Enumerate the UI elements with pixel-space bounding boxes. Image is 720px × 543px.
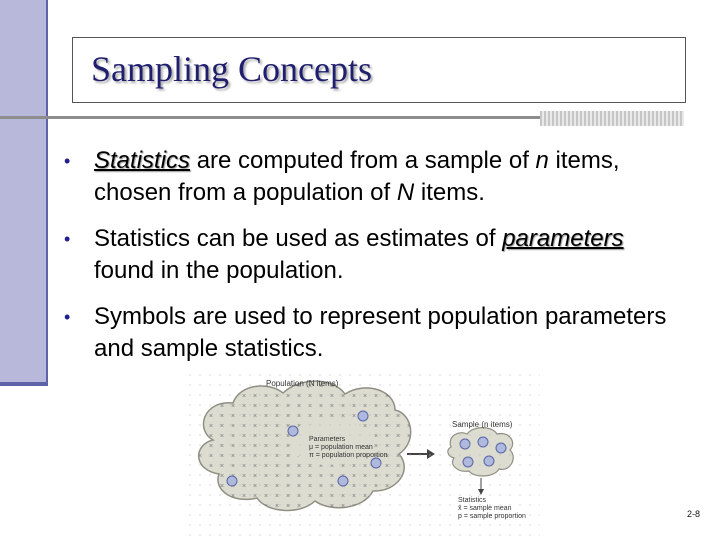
- bullet-item: [64, 223, 684, 287]
- bullet-term: Statistics: [94, 147, 191, 174]
- parameter-mean: μ = population mean: [309, 444, 373, 451]
- statistic-mean: x̄ = sample mean: [458, 505, 512, 512]
- parameters-label: Parameters: [309, 436, 346, 443]
- title-box: [72, 37, 686, 103]
- bullet-item: [64, 301, 684, 365]
- bullet-text: found in the population.: [94, 257, 344, 284]
- left-accent-bar: [0, 0, 48, 382]
- statistic-proportion: p = sample proportion: [458, 513, 526, 520]
- bullet-text: Statistics can be used as estimates of: [94, 225, 503, 252]
- statistics-caption: [458, 497, 526, 521]
- bullet-text: items, chosen from a population of: [94, 147, 620, 206]
- parameters-caption: [309, 436, 388, 460]
- rule-accent-block: [540, 111, 684, 126]
- statistics-label: Statistics: [458, 497, 487, 504]
- page-number: 2-8: [687, 509, 701, 519]
- bullet-icon: •: [64, 151, 71, 171]
- bullet-text: items.: [414, 179, 485, 206]
- bullet-item: [64, 145, 684, 209]
- bullet-icon: •: [64, 307, 71, 327]
- bullet-var-N: N: [396, 179, 415, 206]
- parameter-proportion: π = population proportion: [309, 452, 388, 459]
- bullet-list: [64, 145, 684, 379]
- bullet-text: are computed from a sample of: [190, 147, 536, 174]
- bullet-var-n: n: [535, 147, 549, 174]
- bullet-text: Symbols are used to represent population parameters and sample statistics.: [94, 303, 667, 362]
- bullet-term: parameters: [502, 225, 624, 252]
- slide-title: Sampling Concepts: [91, 49, 372, 89]
- population-label: Population (N items): [266, 379, 339, 388]
- bullet-icon: •: [64, 229, 71, 249]
- sample-label: Sample (n items): [452, 420, 513, 429]
- left-accent-bar-shadow: [0, 382, 48, 386]
